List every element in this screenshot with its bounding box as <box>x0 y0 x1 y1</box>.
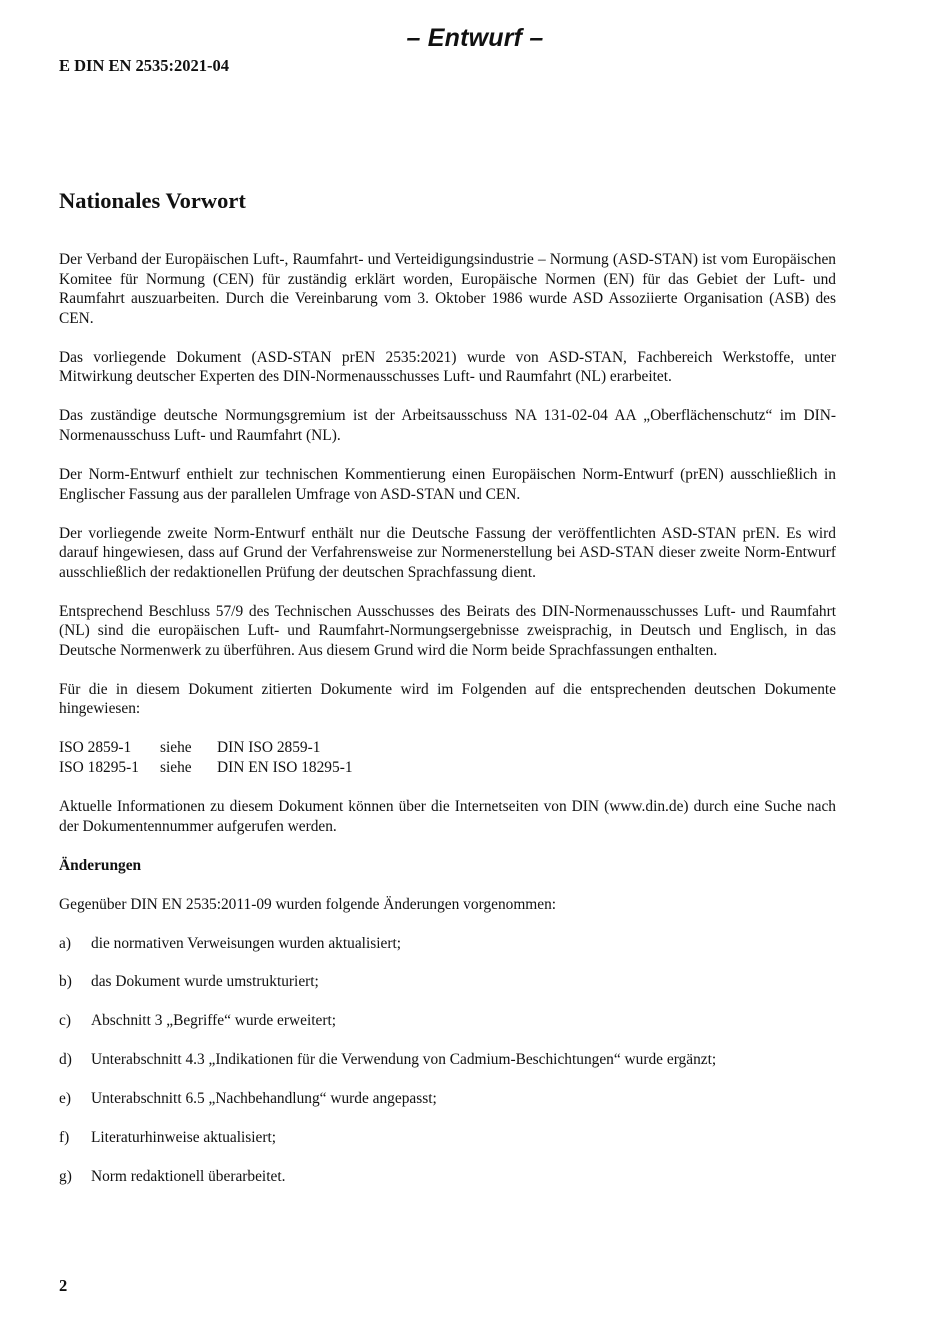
paragraph: Der Verband der Europäischen Luft-, Raumfahrt- und Verteidigungsindustrie – Normung (ASD-STAN) ist vom Europäischen Komitee für Normung (CEN) für zuständig erklärt worden, Europäische Normen (EN) für das Gebiet der Luft- und Raumfahrt auszuarbeiten. Durch die Vereinbarung vom 3. Oktober 1986 wurde ASD Assoziierte Organisation (ASB) des CEN. <box>59 251 836 327</box>
document-id: E DIN EN 2535:2021-04 <box>59 56 230 75</box>
din-reference: DIN EN ISO 18295-1 <box>217 759 353 777</box>
section-title: Nationales Vorwort <box>59 188 246 213</box>
paragraph: Der Norm-Entwurf enthielt zur technischen Kommentierung einen Europäischen Norm-Entwurf (prEN) ausschließlich in Englischer Fassung aus der parallelen Umfrage von ASD-STAN und CEN. <box>59 465 836 503</box>
list-item-text: das Dokument wurde umstrukturiert; <box>91 973 319 991</box>
changes-title: Änderungen <box>59 856 142 874</box>
paragraph: Das vorliegende Dokument (ASD-STAN prEN 2535:2021) wurde von ASD-STAN, Fachbereich Werkstoffe, unter Mitwirkung deutscher Experten des DIN-Normenausschusses Luft- und Raumfahrt (NL) erarbeitet. <box>59 348 836 386</box>
list-marker: g) <box>59 1167 72 1185</box>
reference-row <box>59 758 353 778</box>
draft-watermark: – Entwurf – <box>406 24 544 52</box>
main-content <box>59 186 836 1206</box>
changes-intro: Gegenüber DIN EN 2535:2011-09 wurden folgende Änderungen vorgenommen: <box>59 895 557 913</box>
list-marker: f) <box>59 1129 70 1146</box>
list-item <box>59 1089 836 1109</box>
reference-table <box>59 738 353 777</box>
list-item <box>59 1167 836 1187</box>
list-item-text: Abschnitt 3 „Begriffe“ wurde erweitert; <box>91 1012 337 1030</box>
list-item <box>59 934 836 954</box>
paragraph: Für die in diesem Dokument zitierten Dokumente wird im Folgenden auf die entsprechenden deutschen Dokumente hingewiesen: <box>59 680 836 718</box>
paragraph: Entsprechend Beschluss 57/9 des Technischen Ausschusses des Beirats des DIN-Normenausschusses Luft- und Raumfahrt (NL) sind die europäischen Luft- und Raumfahrt-Normungsergebnisse zweisprachig, in Deutsch und Englisch, in das Deutsche Normenwerk zu überführen. Aus diesem Grund wird die Norm beide Sprachfassungen enthalten. <box>59 602 836 659</box>
list-marker: d) <box>59 1051 72 1069</box>
list-marker: c) <box>59 1012 71 1030</box>
iso-reference: ISO 18295-1 <box>59 759 139 777</box>
info-paragraph: Aktuelle Informationen zu diesem Dokument können über die Internetseiten von DIN (www.din.de) durch eine Suche nach der Dokumentennummer aufgerufen werden. <box>59 798 836 835</box>
list-item <box>59 1011 836 1031</box>
list-marker: a) <box>59 934 71 952</box>
paragraph: Der vorliegende zweite Norm-Entwurf enthält nur die Deutsche Fassung der veröffentlichten ASD-STAN prEN. Es wird darauf hingewiesen, dass auf Grund der Verfahrensweise zur Normenerstellung bei ASD-STAN dieser zweite Norm-Entwurf ausschließlich der redaktionellen Prüfung der deutschen Sprachfassung dient. <box>59 524 836 581</box>
list-item-text: Unterabschnitt 4.3 „Indikationen für die Verwendung von Cadmium-Beschichtungen“ wurde ergänzt; <box>91 1051 717 1069</box>
din-reference: DIN ISO 2859-1 <box>217 739 321 757</box>
paragraph: Das zuständige deutsche Normungsgremium ist der Arbeitsausschuss NA 131-02-04 AA „Oberflächenschutz“ im DIN-Normenausschuss Luft- und Raumfahrt (NL). <box>59 407 836 444</box>
list-item <box>59 972 836 992</box>
reference-row <box>59 738 353 758</box>
list-item-text: Norm redaktionell überarbeitet. <box>91 1167 286 1185</box>
changes-list <box>59 934 836 1187</box>
list-item <box>59 1050 836 1070</box>
iso-reference: ISO 2859-1 <box>59 739 132 757</box>
list-item-text: die normativen Verweisungen wurden aktualisiert; <box>91 934 402 952</box>
list-item-text: Unterabschnitt 6.5 „Nachbehandlung“ wurde angepasst; <box>91 1090 437 1108</box>
list-marker: e) <box>59 1090 71 1108</box>
list-item-text: Literaturhinweise aktualisiert; <box>91 1129 277 1146</box>
reference-word: siehe <box>160 759 192 777</box>
list-item <box>59 1128 836 1148</box>
list-marker: b) <box>59 973 72 991</box>
page-number: 2 <box>59 1276 68 1295</box>
reference-word: siehe <box>160 739 192 757</box>
